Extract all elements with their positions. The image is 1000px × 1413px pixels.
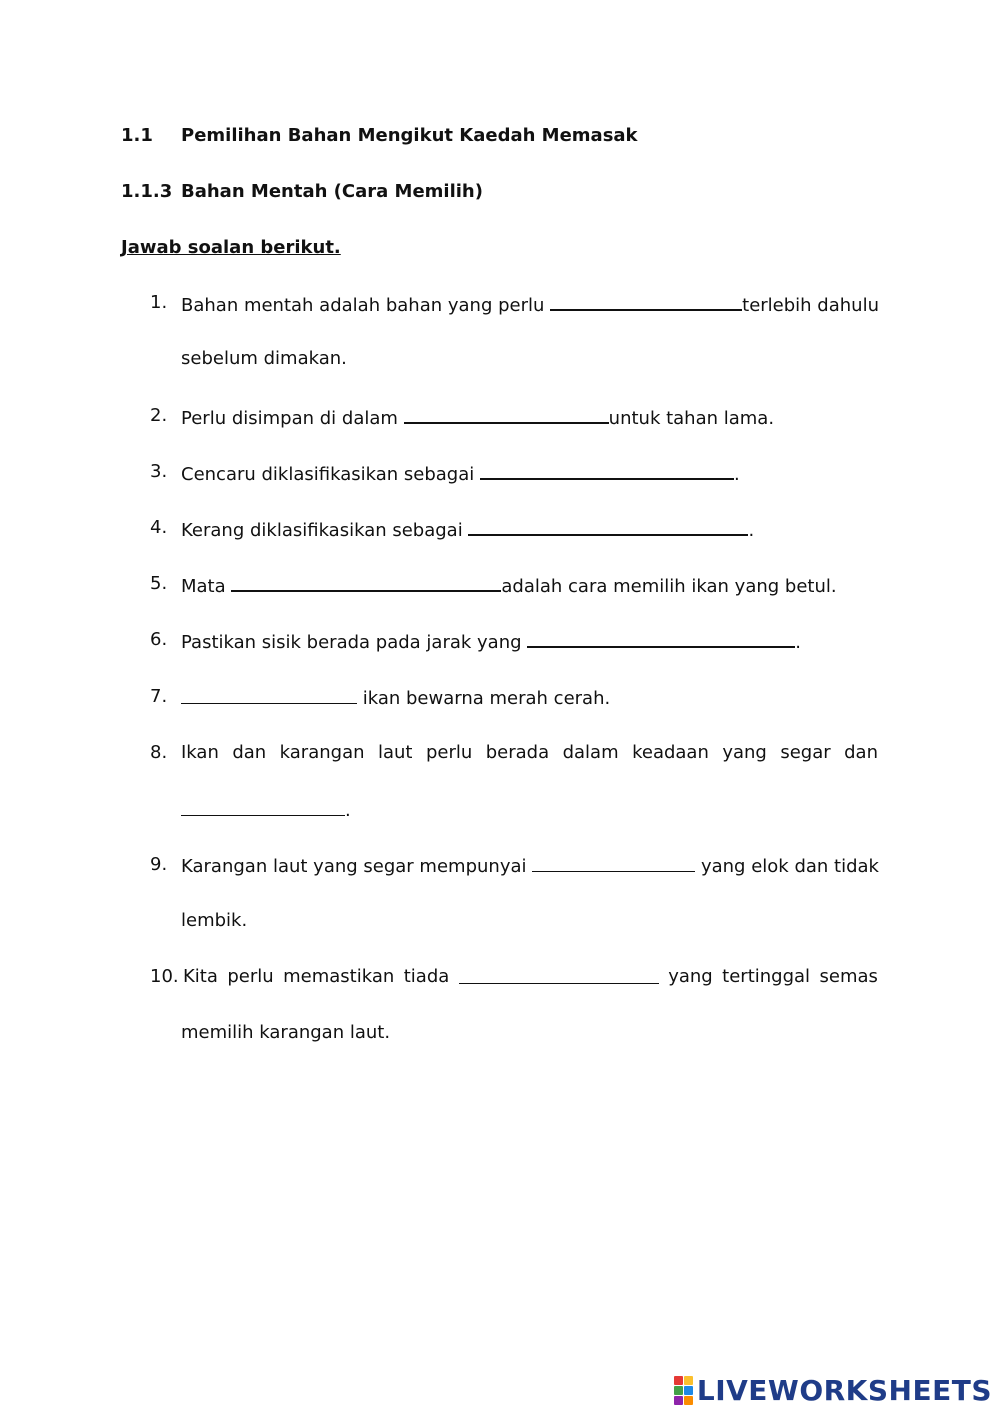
question-number: 9.: [150, 854, 168, 875]
question-word: dalam: [562, 742, 619, 763]
logo-square: [674, 1396, 683, 1405]
question-number: 2.: [150, 405, 168, 426]
question-word: dan: [844, 742, 878, 763]
question-text-after: .: [734, 464, 740, 485]
question-number: 4.: [150, 517, 168, 538]
logo-square: [684, 1376, 693, 1385]
question-text-after: .: [748, 520, 755, 541]
question-number: 6.: [150, 629, 168, 650]
question-text-before: Kerang diklasifikasikan sebagai: [181, 520, 463, 541]
logo-square: [684, 1386, 693, 1395]
question-text: [181, 628, 801, 655]
answer-blank[interactable]: [532, 853, 695, 872]
question-text: [181, 516, 754, 543]
answer-blank[interactable]: [181, 685, 357, 704]
question-text-continuation: [181, 797, 351, 823]
liveworksheets-logo: [674, 1374, 992, 1407]
answer-blank[interactable]: [404, 404, 609, 424]
question-word: tertinggal: [722, 966, 811, 987]
logo-square: [674, 1376, 683, 1385]
question-number: 5.: [150, 573, 168, 594]
question-text: [181, 572, 837, 599]
section-number: 1.1: [121, 125, 153, 146]
logo-square: [684, 1396, 693, 1405]
question-word: semas: [819, 966, 878, 987]
question-word: yang: [722, 742, 767, 763]
question-number: 8.: [150, 742, 168, 763]
question-text-after: yang elok dan tidak: [700, 856, 879, 877]
answer-blank[interactable]: [527, 628, 795, 648]
question-text-after: .: [345, 800, 351, 821]
section-title: Pemilihan Bahan Mengikut Kaedah Memasak: [181, 125, 638, 146]
question-number: 1.: [150, 292, 168, 313]
question-text-after: adalah cara memilih ikan yang betul.: [501, 576, 837, 597]
question-word: keadaan: [632, 742, 709, 763]
question-text-continuation: sebelum dimakan.: [181, 348, 347, 369]
question-word: Kita: [183, 966, 218, 987]
question-text-before: Perlu disimpan di dalam: [181, 408, 398, 429]
question-text: [181, 853, 879, 879]
question-word: laut: [377, 742, 413, 763]
question-word: perlu: [227, 966, 274, 987]
question-number: 10.: [150, 966, 179, 987]
answer-blank[interactable]: [181, 797, 345, 816]
question-text: [181, 291, 879, 318]
question-word: Ikan: [181, 742, 219, 763]
question-text-after: untuk tahan lama.: [608, 408, 775, 429]
question-word: perlu: [425, 742, 473, 763]
question-number: 7.: [150, 686, 168, 707]
question-text: [181, 741, 878, 765]
question-word: tiada: [403, 966, 450, 987]
question-text: [181, 460, 740, 487]
answer-blank[interactable]: [468, 516, 748, 536]
question-text-before: Cencaru diklasifikasikan sebagai: [181, 464, 475, 485]
answer-blank[interactable]: [480, 460, 734, 480]
question-text-before: Karangan laut yang segar mempunyai: [181, 856, 527, 877]
question-number: 3.: [150, 461, 168, 482]
subsection-title: Bahan Mentah (Cara Memilih): [181, 181, 483, 202]
question-text-after: ikan bewarna merah cerah.: [362, 688, 611, 709]
answer-blank[interactable]: [550, 291, 742, 311]
question-text: [181, 685, 610, 711]
logo-text: LIVEWORKSHEETS: [696, 1374, 992, 1407]
question-text-before: Mata: [181, 576, 226, 597]
question-text-before: Bahan mentah adalah bahan yang perlu: [181, 295, 545, 316]
question-text: [181, 404, 774, 431]
logo-grid-icon: [674, 1376, 693, 1405]
question-text-continuation: lembik.: [181, 910, 248, 931]
question-word: segar: [780, 742, 831, 763]
question-word: dan: [232, 742, 267, 763]
answer-blank[interactable]: [231, 572, 501, 592]
question-word: memastikan: [283, 966, 395, 987]
question-text-before: Pastikan sisik berada pada jarak yang: [181, 632, 522, 653]
question-text-after: .: [795, 632, 802, 653]
question-word: berada: [485, 742, 550, 763]
question-word: yang: [668, 966, 713, 987]
question-text-continuation: memilih karangan laut.: [181, 1022, 391, 1043]
instruction: Jawab soalan berikut.: [121, 237, 341, 258]
question-text: [183, 965, 878, 989]
logo-square: [674, 1386, 683, 1395]
subsection-number: 1.1.3: [121, 181, 173, 202]
question-text-after: terlebih dahulu: [742, 295, 879, 316]
answer-blank[interactable]: [459, 965, 659, 984]
question-word: karangan: [279, 742, 365, 763]
